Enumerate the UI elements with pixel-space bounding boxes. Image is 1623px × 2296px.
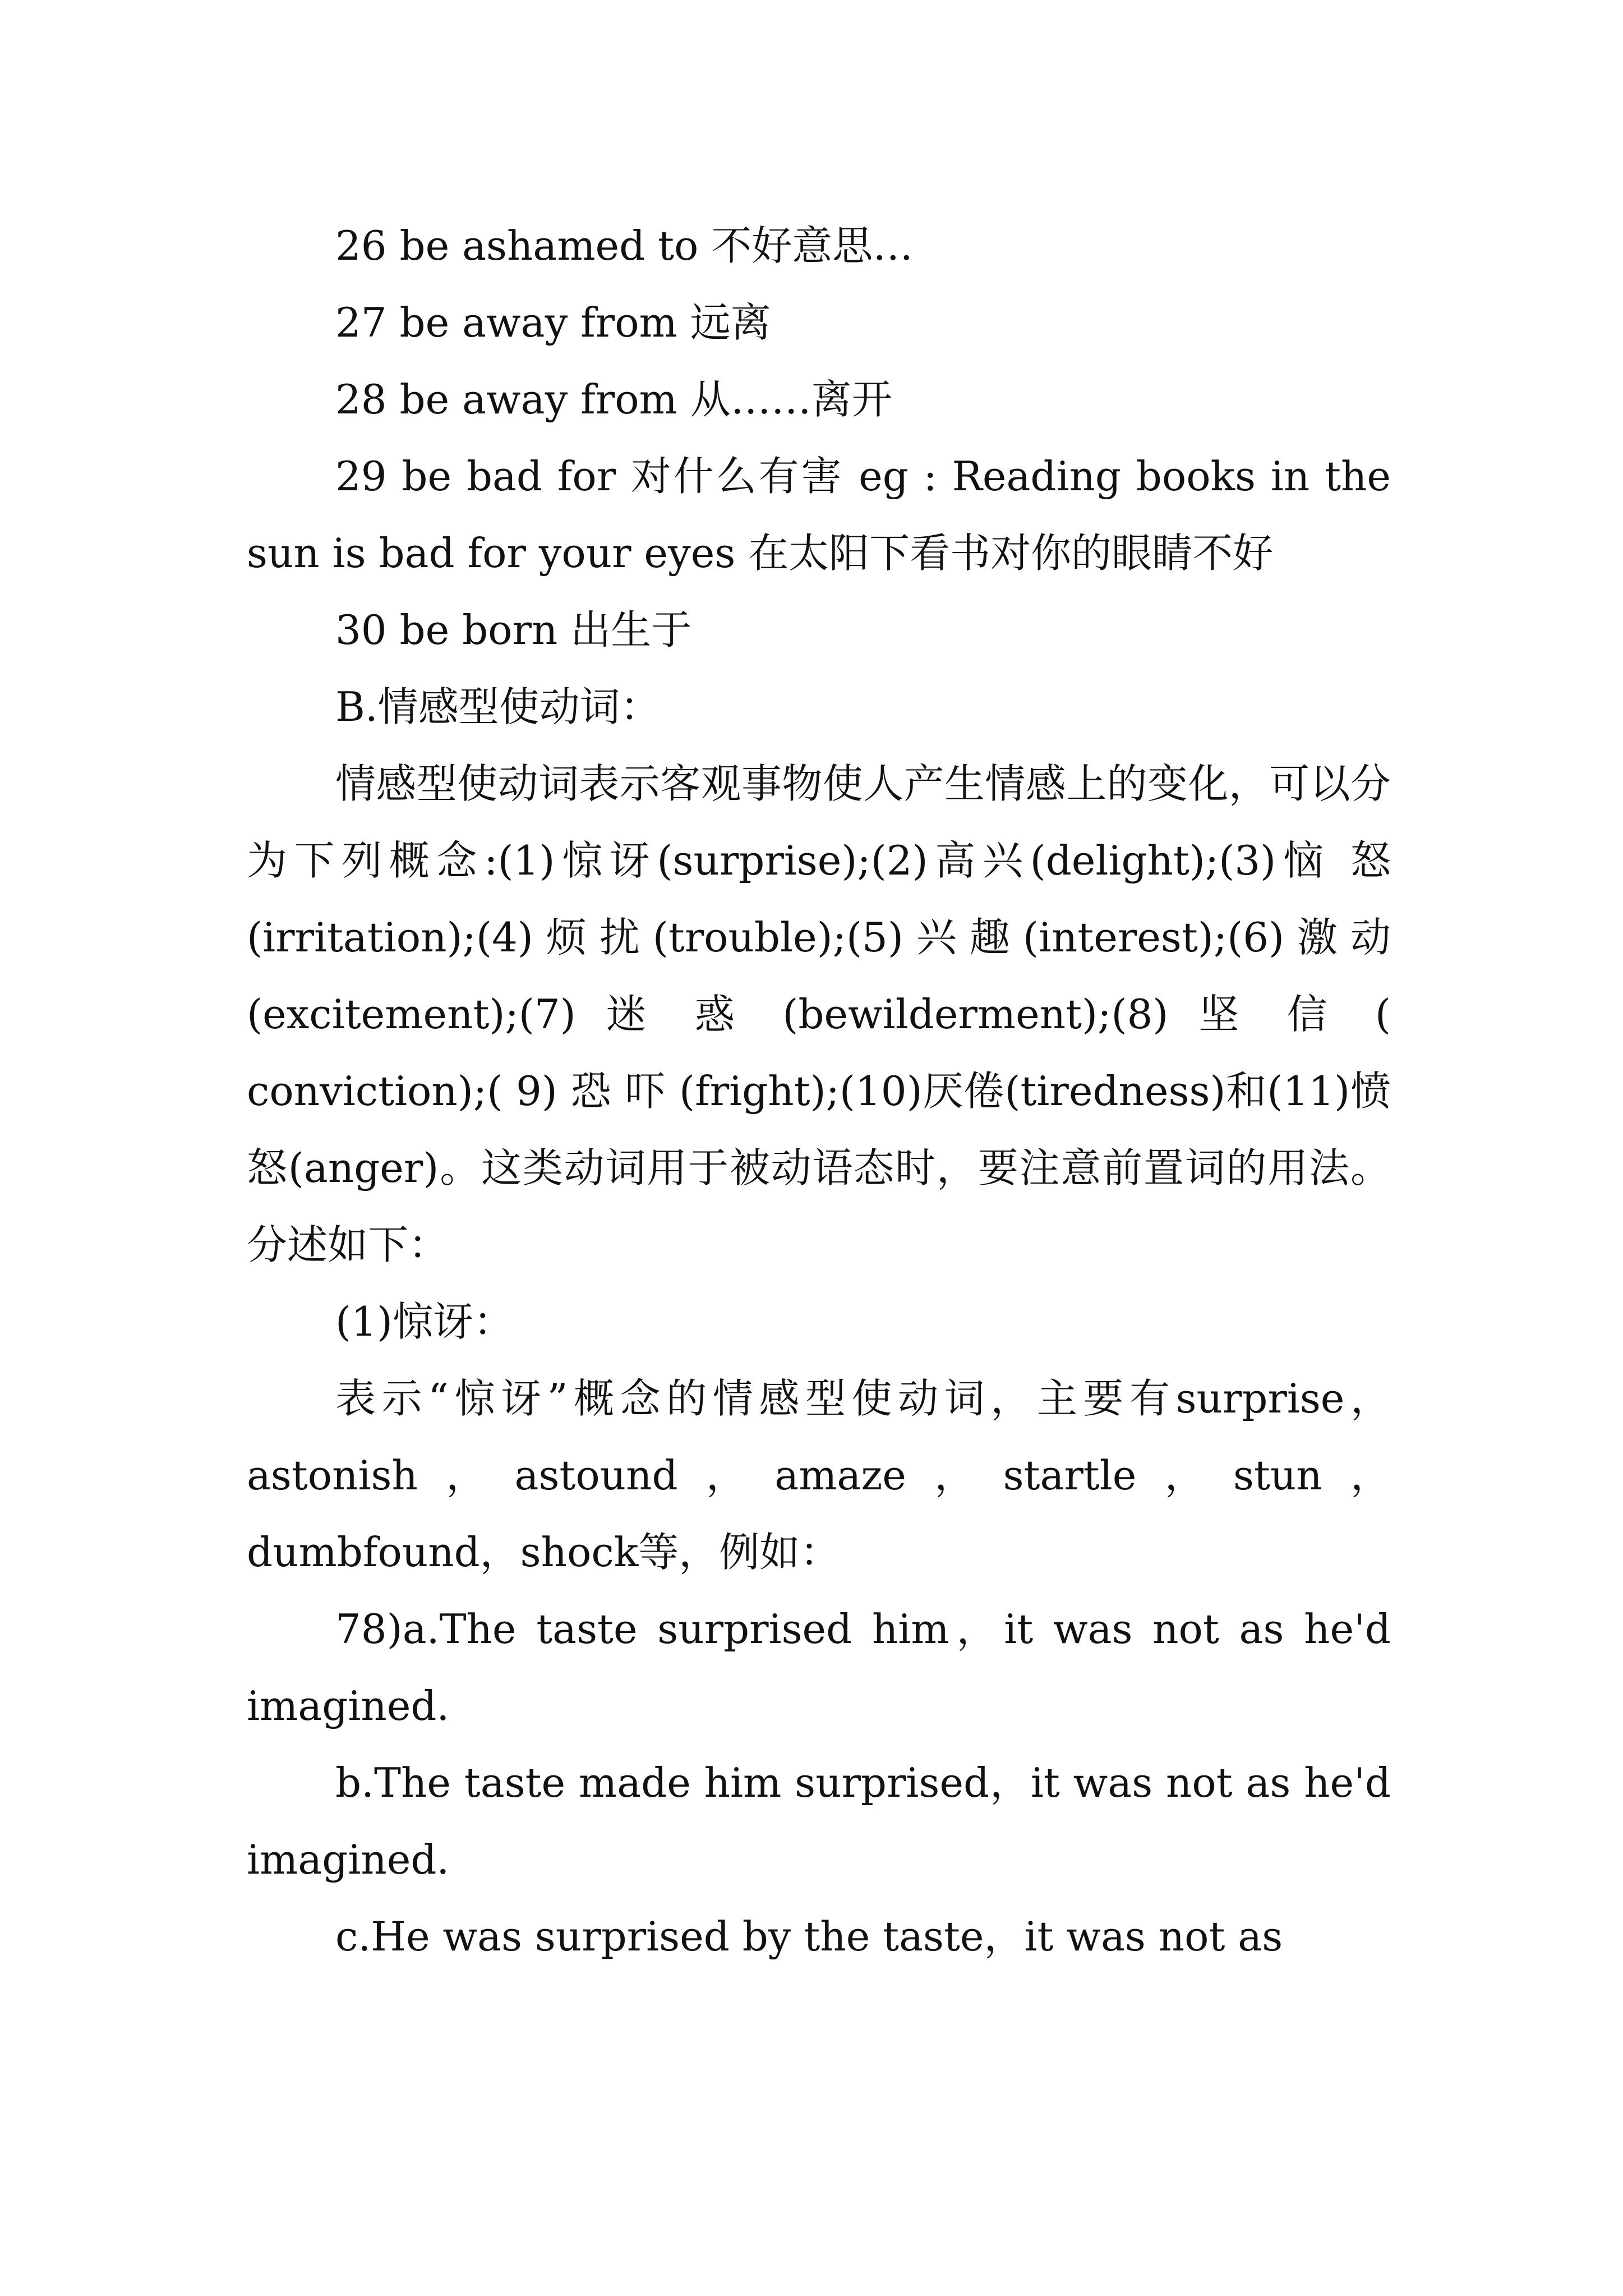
section-heading-b: B.情感型使动词：: [335, 683, 661, 730]
phrase-item-27: 27 be away from 远离: [335, 299, 771, 346]
example-78b: b.The taste made him surprised，it was not as he'd imagined.: [247, 1759, 1391, 1883]
document-body: [247, 208, 1391, 1975]
phrase-item-28: 28 be away from 从……离开: [335, 376, 892, 423]
example-78c: c.He was surprised by the taste，it was not as: [335, 1913, 1283, 1960]
phrase-item-29: 29 be bad for 对什么有害 eg : Reading books in the sun is bad for your eyes 在太阳下看书对你的眼睛不好: [247, 453, 1391, 577]
section-intro-paragraph: 情感型使动词表示客观事物使人产生情感上的变化，可以分为下列概念:(1)惊讶(surprise);(2)高兴(delight);(3)恼 怒 (irritation);(4) 烦 扰 (trouble);(5) 兴 趣 (interest);(6) 激 动 (excitement);(7) 迷 惑 (bewilderment);(8) 坚 信 ( conviction);( 9) 恐 吓 (fright);(10)厌倦(tiredness)和(11)愤怒(anger)。这类动词用于被动语态时，要注意前置词的用法。分述如下：: [247, 760, 1391, 1268]
phrase-item-30: 30 be born 出生于: [335, 606, 692, 654]
phrase-item-26: 26 be ashamed to 不好意思…: [335, 222, 914, 269]
example-78a: 78)a.The taste surprised him，it was not as he'd imagined.: [247, 1605, 1391, 1729]
subsection-heading-surprise: (1)惊讶：: [335, 1298, 514, 1345]
surprise-verbs-paragraph: 表示“惊讶”概念的情感型使动词，主要有surprise，astonish，astound，amaze，startle，stun，dumbfound，shock等，例如：: [247, 1375, 1391, 1576]
